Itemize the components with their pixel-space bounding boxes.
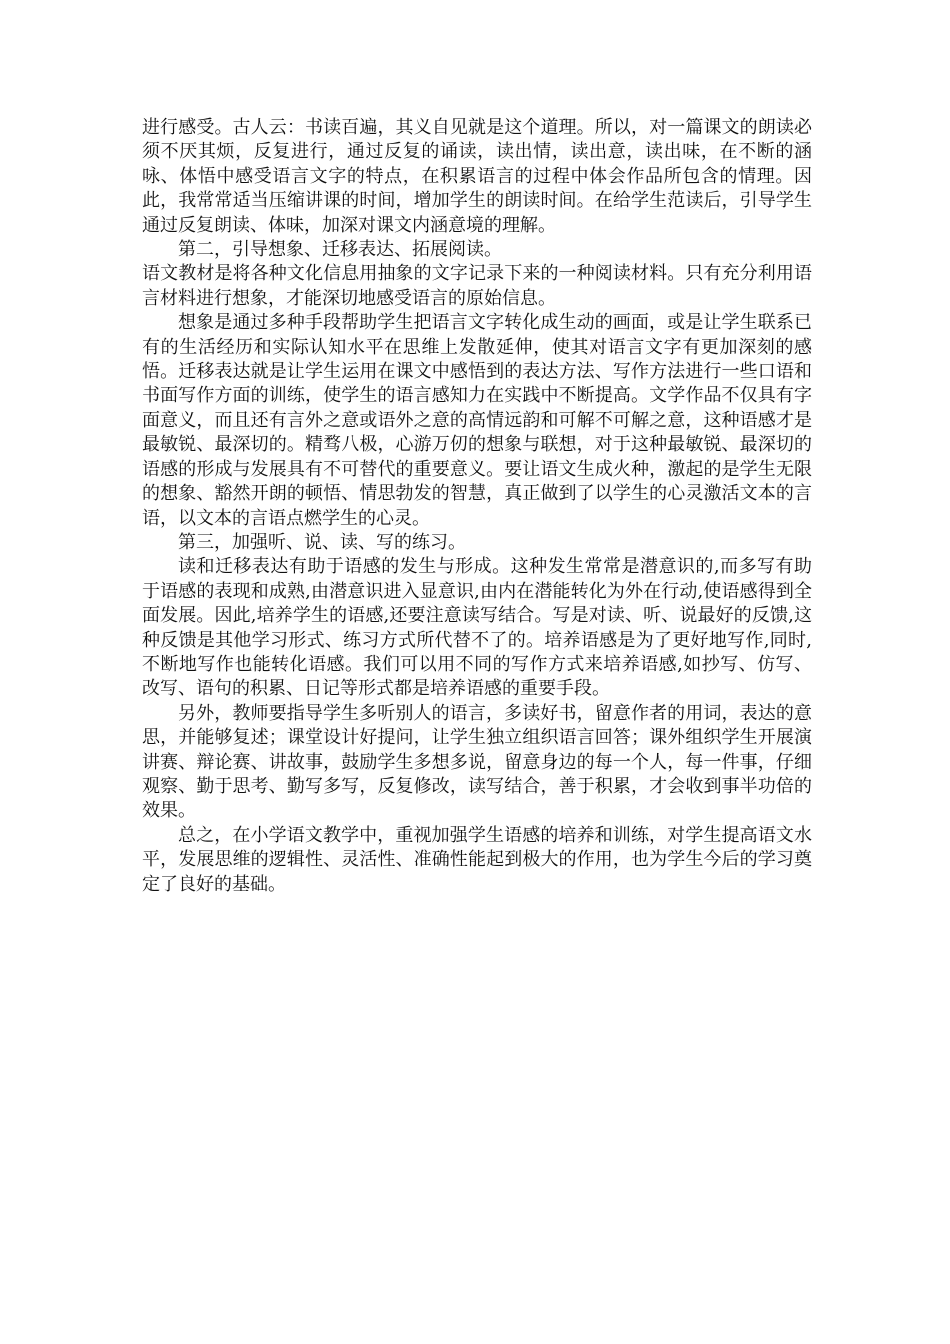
paragraph-reading-practice: 进行感受。古人云：书读百遍，其义自见就是这个道理。所以，对一篇课文的朗读必须不厌其烦，反复进行，通过反复的诵读，读出情，读出意，读出味，在不断的涵咏、体悟中感受语言文字的特点，在积累语言的过程中体会作品所包含的情理。因此，我常常适当压缩讲课的时间，增加学生的朗读时间。在给学生范读后，引导学生通过反复朗读、体味，加深对课文内涵意境的理解。 [142,117,812,236]
paragraph-conclusion: 总之，在小学语文教学中，重视加强学生语感的培养和训练，对学生提高语文水平，发展思维的逻辑性、灵活性、准确性能起到极大的作用，也为学生今后的学习奠定了良好的基础。 [142,824,812,895]
paragraph-imagination: 想象是通过多种手段帮助学生把语言文字转化成生动的画面，或是让学生联系已有的生活经历和实际认知水平在思维上发散延伸，使其对语言文字有更加深刻的感悟。迁移表达就是让学生运用在课文中感悟到的表达方法、写作方法进行一些口语和书面写作方面的训练，使学生的语言感知力在实践中不断提高。文学作品不仅具有字面意义，而且还有言外之意或语外之意的高情远韵和可解不可解之意，这种语感才是最敏锐、最深切的。精骛八极，心游万仞的想象与联想，对于这种最敏锐、最深切的语感的形成与发展具有不可替代的重要意义。要让语文生成火种，激起的是学生无限的想象、豁然开朗的顿悟、情思勃发的智慧，真正做到了以学生的心灵激活文本的言语，以文本的言语点燃学生的心灵。 [142,312,812,529]
paragraph-reading-writing: 读和迁移表达有助于语感的发生与形成。这种发生常常是潜意识的,而多写有助于语感的表现和成熟,由潜意识进入显意识,由内在潜能转化为外在行动,使语感得到全面发展。因此,培养学生的语感,还要注意读写结合。写是对读、听、说最好的反馈,这种反馈是其他学习形式、练习方式所代替不了的。培养语感是为了更好地写作,同时,不断地写作也能转化语感。我们可以用不同的写作方式来培养语感,如抄写、仿写、改写、语句的积累、日记等形式都是培养语感的重要手段。 [142,556,812,700]
paragraph-teacher-guidance: 另外，教师要指导学生多听别人的语言，多读好书，留意作者的用词，表达的意思，并能够复述；课堂设计好提问，让学生独立组织语言回答；课外组织学生开展演讲赛、辩论赛、讲故事，鼓励学生多想多说，留意身边的每一个人，每一件事，仔细观察、勤于思考、勤写多写，反复修改，读写结合，善于积累，才会收到事半功倍的效果。 [142,702,812,822]
paragraph-textbook-material: 语文教材是将各种文化信息用抽象的文字记录下来的一种阅读材料。只有充分利用语言材料进行想象，才能深切地感受语言的原始信息。 [142,263,812,309]
heading-second-point: 第二，引导想象、迁移表达、拓展阅读。 [178,239,502,261]
heading-third-point: 第三，加强听、说、读、写的练习。 [178,531,466,553]
document-body [142,116,812,897]
